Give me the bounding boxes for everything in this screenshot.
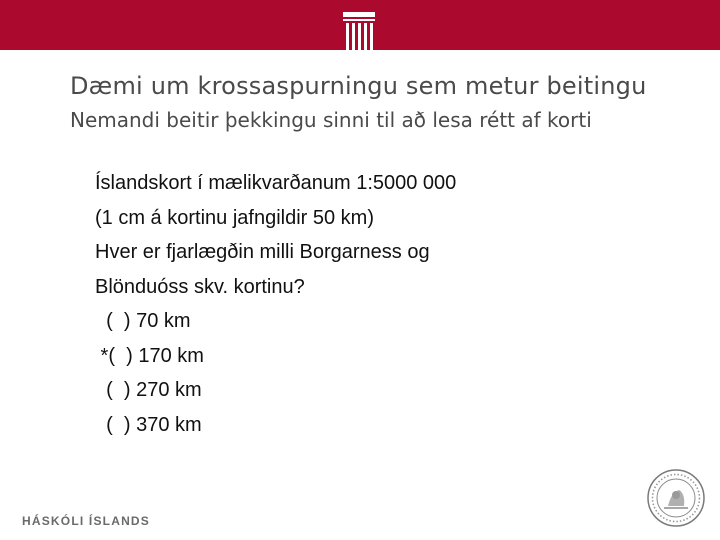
- answer-option: ( ) 370 km: [95, 413, 202, 436]
- answer-option-correct: *( ) 170 km: [95, 344, 204, 367]
- question-line: Blönduóss skv. kortinu?: [95, 275, 305, 298]
- question-line: Hver er fjarlægðin milli Borgarness og: [95, 241, 430, 263]
- answer-option: ( ) 270 km: [95, 379, 202, 401]
- question-line: Íslandskort í mælikvarðanum 1:5000 000: [95, 172, 457, 194]
- answer-option: ( ) 70 km: [95, 310, 191, 332]
- question-line: (1 cm á kortinu jafngildir 50 km): [95, 206, 374, 229]
- university-building-icon: [342, 12, 376, 52]
- slide-title: Dæmi um krossaspurningu sem metur beitingu: [70, 72, 647, 100]
- slide-subtitle: Nemandi beitir þekkingu sinni til að lesa rétt af korti: [70, 108, 592, 132]
- university-seal-icon: [646, 468, 706, 528]
- institution-name: HÁSKÓLI ÍSLANDS: [22, 514, 151, 528]
- question-body: [95, 166, 456, 442]
